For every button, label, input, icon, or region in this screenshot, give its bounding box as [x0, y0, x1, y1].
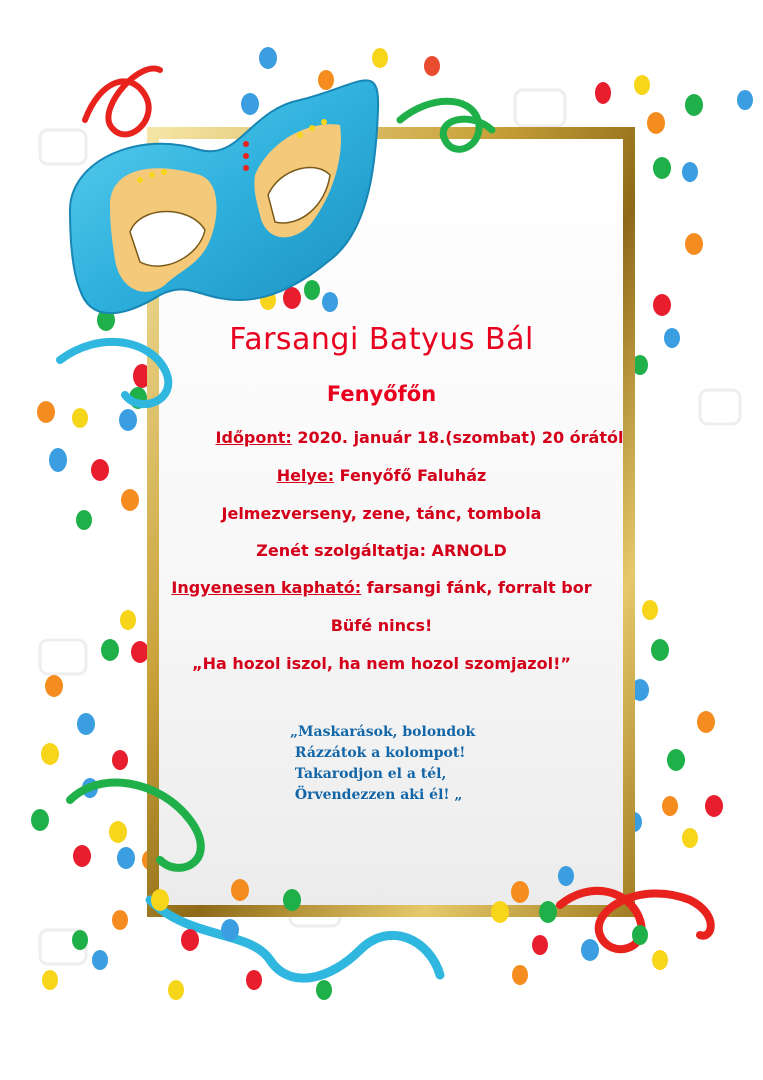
poem-line: Örvendezzen aki él! „	[290, 787, 463, 803]
watermark-icon	[40, 130, 86, 164]
invitation-subtitle: Fenyőfőn	[326, 382, 437, 406]
motto-line: „Ha hozol iszol, ha nem hozol szomjazol!”	[192, 654, 571, 673]
program-line: Jelmezverseny, zene, tánc, tombola	[221, 504, 542, 523]
watermark-icon	[515, 90, 565, 126]
free-offer-value: farsangi fánk, forralt bor	[361, 578, 592, 597]
poem	[290, 722, 550, 806]
red-ribbon-top	[85, 69, 160, 135]
place-label: Helye:	[276, 466, 335, 485]
music-line: Zenét szolgáltatja: ARNOLD	[256, 541, 507, 560]
invitation-title: Farsangi Batyus Bál	[229, 322, 534, 357]
place-line	[0, 466, 763, 485]
free-offer-line	[0, 578, 763, 597]
free-offer-label: Ingyenesen kapható:	[171, 578, 362, 597]
poem-line: „Maskarások, bolondok	[290, 724, 476, 740]
place-value: Fenyőfő Faluház	[334, 466, 487, 485]
date-label: Időpont:	[215, 428, 292, 447]
buffet-line: Büfé nincs!	[330, 616, 433, 635]
poem-line: Rázzátok a kolompot!	[290, 745, 466, 761]
date-value: 2020. január 18.(szombat) 20 órától	[291, 428, 624, 447]
poem-line: Takarodjon el a tél,	[290, 766, 447, 782]
date-line	[38, 428, 763, 447]
